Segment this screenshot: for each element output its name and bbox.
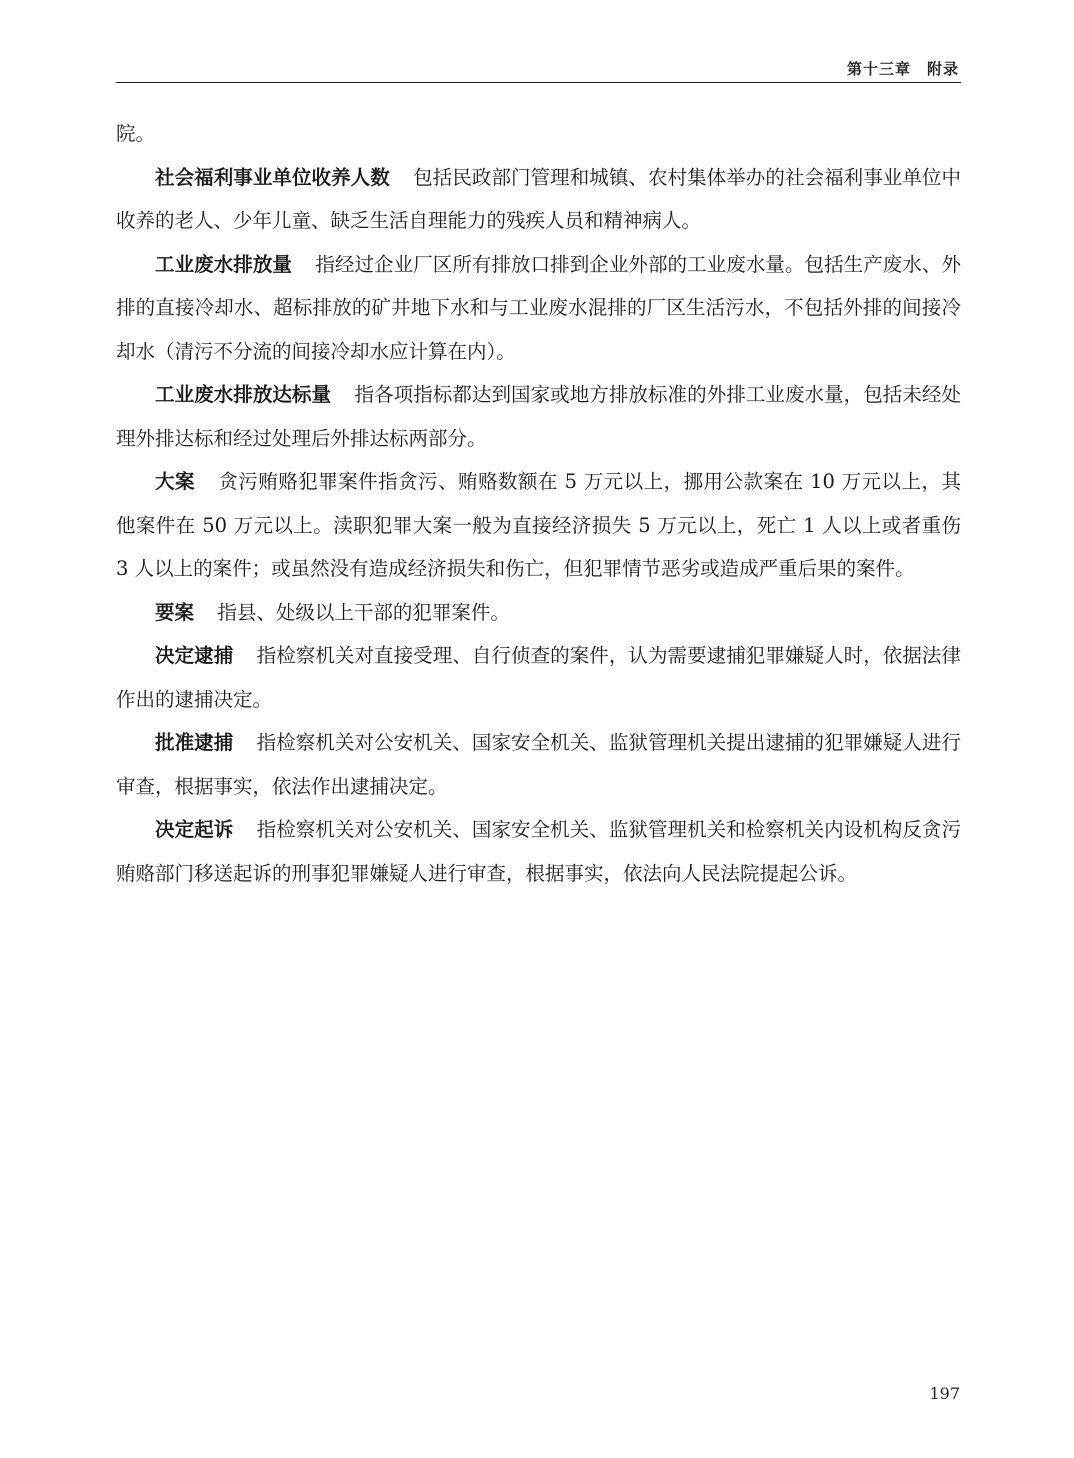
entry-definition: 指检察机关对公安机关、国家安全机关、监狱管理机关和检察机关内设机构反贪污贿赂部门移送起诉的刑事犯罪嫌疑人进行审查，根据事实，依法向人民法院提起公诉。	[116, 818, 961, 885]
glossary-entry-key-case	[116, 591, 961, 635]
glossary-entry-arrest-approval	[116, 721, 961, 808]
glossary-entry-arrest-decision	[116, 634, 961, 721]
entry-definition: 包括民政部门管理和城镇、农村集体举办的社会福利事业单位中收养的老人、少年儿童、缺乏生活自理能力的残疾人员和精神病人。	[116, 165, 961, 232]
running-header	[116, 56, 961, 83]
entry-definition: 指检察机关对直接受理、自行侦查的案件，认为需要逮捕犯罪嫌疑人时，依据法律作出的逮捕决定。	[116, 644, 961, 711]
entry-definition: 指经过企业厂区所有排放口排到企业外部的工业废水量。包括生产废水、外排的直接冷却水、超标排放的矿井地下水和与工业废水混排的厂区生活污水，不包括外排的间接冷却水（清污不分流的间接冷却水应计算在内）。	[116, 252, 961, 363]
glossary-entry-wastewater-discharge	[116, 243, 961, 374]
entry-definition: 贪污贿赂犯罪案件指贪污、贿赂数额在 5 万元以上，挪用公款案在 10 万元以上，其他案件在 50 万元以上。渎职犯罪大案一般为直接经济损失 5 万元以上，死亡 1 人以上或者重伤 3 人以上的案件；或虽然没有造成经济损失和伤亡，但犯罪情节恶劣或造成严重后果的案件。	[116, 470, 961, 580]
page-body	[116, 112, 961, 895]
chapter-title: 第十三章 附录	[846, 60, 959, 78]
page-number: 197	[929, 1384, 960, 1403]
glossary-entry-major-case	[116, 460, 961, 591]
glossary-entry-wastewater-compliant	[116, 373, 961, 460]
entry-term: 大案	[155, 470, 195, 493]
entry-term: 要案	[155, 600, 195, 624]
entry-term: 社会福利事业单位收养人数	[155, 165, 390, 189]
entry-term: 决定逮捕	[155, 644, 234, 667]
entry-term: 批准逮捕	[155, 731, 234, 754]
entry-definition: 指检察机关对公安机关、国家安全机关、监狱管理机关提出逮捕的犯罪嫌疑人进行审查，根据事实，依法作出逮捕决定。	[116, 731, 961, 798]
entry-term: 工业废水排放量	[155, 252, 292, 276]
entry-term: 决定起诉	[155, 818, 234, 841]
glossary-entry-welfare-residents	[116, 156, 961, 243]
continued-paragraph: 院。	[116, 122, 156, 145]
entry-definition: 指县、处级以上干部的犯罪案件。	[217, 600, 510, 624]
glossary-entry-prosecution-decision	[116, 808, 961, 895]
entry-definition: 指各项指标都达到国家或地方排放标准的外排工业废水量，包括未经处理外排达标和经过处理后外排达标两部分。	[116, 383, 961, 450]
entry-term: 工业废水排放达标量	[155, 383, 332, 406]
